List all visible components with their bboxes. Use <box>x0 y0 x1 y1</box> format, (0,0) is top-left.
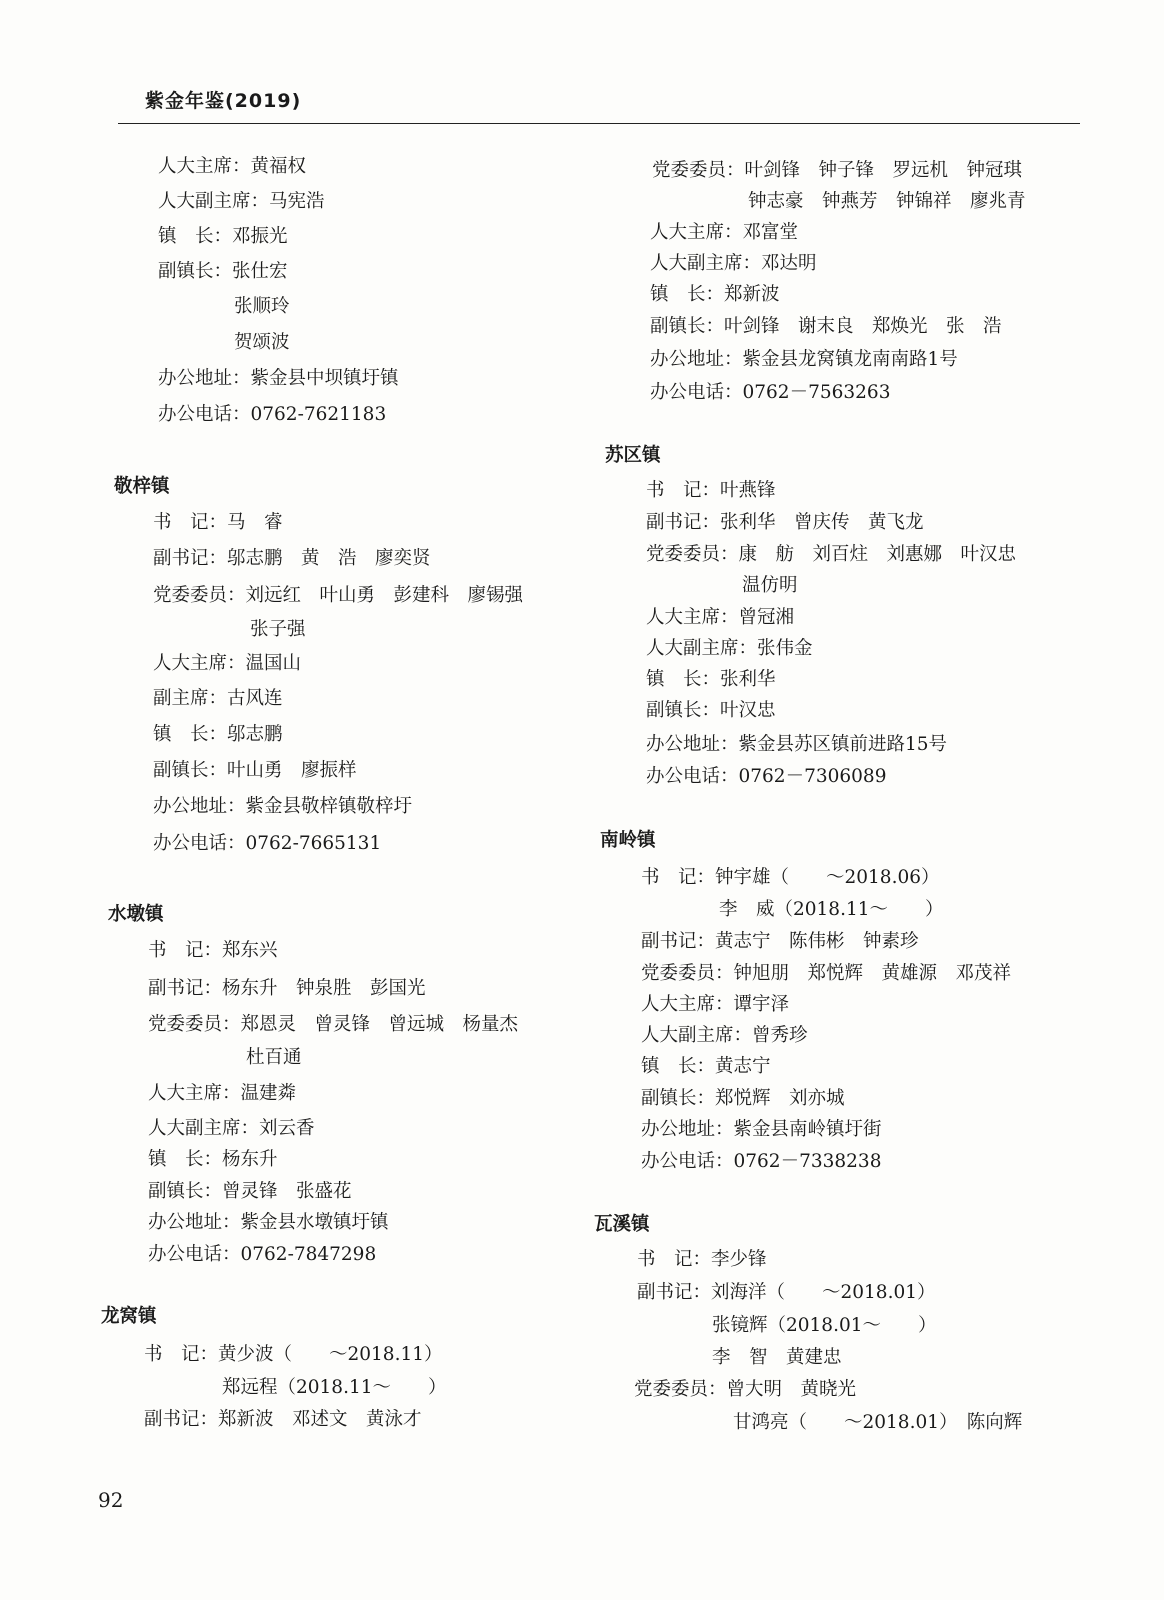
section-heading-jingzi: 敬梓镇 <box>114 476 170 497</box>
section-heading-longwo: 龙窝镇 <box>101 1306 157 1327</box>
text-line: 杜百通 <box>246 1047 302 1068</box>
text-line: 书 记：叶燕锋 <box>646 480 776 501</box>
text-line: 书 记：黄少波（ ～2018.11） <box>144 1344 443 1365</box>
text-line: 办公地址：紫金县龙窝镇龙南南路1号 <box>650 349 958 370</box>
text-line: 甘鸿亮（ ～2018.01） 陈向辉 <box>733 1412 1023 1433</box>
text-line: 副镇长：叶剑锋 谢末良 郑焕光 张 浩 <box>650 316 1002 337</box>
text-line: 副镇长：张仕宏 <box>158 261 288 282</box>
text-line: 副书记：郑新波 邓述文 黄泳才 <box>144 1409 422 1430</box>
text-line: 副书记：杨东升 钟泉胜 彭国光 <box>148 978 426 999</box>
text-line: 张子强 <box>250 619 306 640</box>
text-line: 人大主席：曾冠湘 <box>646 607 795 628</box>
text-line: 书 记：钟宇雄（ ～2018.06） <box>641 867 940 888</box>
text-line: 镇 长：邓振光 <box>158 226 288 247</box>
text-line: 办公地址：紫金县敬梓镇敬梓圩 <box>153 796 413 817</box>
text-line: 人大主席：温国山 <box>153 653 302 674</box>
text-line: 李 智 黄建忠 <box>712 1347 842 1368</box>
text-line: 张顺玲 <box>234 296 290 317</box>
section-heading-nanling: 南岭镇 <box>600 830 656 851</box>
text-line: 钟志豪 钟燕芳 钟锦祥 廖兆青 <box>748 191 1026 212</box>
text-line: 镇 长：张利华 <box>646 669 776 690</box>
text-line: 人大副主席：刘云香 <box>148 1118 315 1139</box>
text-line: 副书记：刘海洋（ ～2018.01） <box>637 1282 936 1303</box>
text-line: 办公电话：0762-7665131 <box>153 833 382 854</box>
text-line: 副镇长：郑悦辉 刘亦城 <box>641 1088 845 1109</box>
text-line: 办公地址：紫金县南岭镇圩街 <box>641 1119 882 1140</box>
text-line: 办公地址：紫金县苏区镇前进路15号 <box>646 734 948 755</box>
text-line: 张镜辉（2018.01～ ） <box>712 1315 937 1336</box>
text-line: 党委委员：郑恩灵 曾灵锋 曾远城 杨量杰 <box>148 1014 519 1035</box>
text-line: 党委委员：钟旭朋 郑悦辉 黄雄源 邓茂祥 <box>641 963 1012 984</box>
text-line: 李 威（2018.11～ ） <box>719 899 944 920</box>
section-heading-suqu: 苏区镇 <box>605 445 661 466</box>
text-line: 党委委员：刘远红 叶山勇 彭建科 廖锡强 <box>153 585 524 606</box>
text-line: 人大副主席：邓达明 <box>650 253 817 274</box>
page-number: 92 <box>98 1488 124 1512</box>
text-line: 办公电话：0762－7338238 <box>641 1151 882 1172</box>
text-line: 人大副主席：曾秀珍 <box>641 1025 808 1046</box>
text-line: 副镇长：曾灵锋 张盛花 <box>148 1181 352 1202</box>
text-line: 副书记：邬志鹏 黄 浩 廖奕贤 <box>153 548 431 569</box>
text-line: 副主席：古风连 <box>153 688 283 709</box>
text-line: 办公电话：0762－7306089 <box>646 766 887 787</box>
text-line: 贺颂波 <box>234 332 290 353</box>
text-line: 镇 长：黄志宁 <box>641 1056 771 1077</box>
text-line: 人大副主席：张伟金 <box>646 638 813 659</box>
text-line: 人大主席：温建粦 <box>148 1083 297 1104</box>
text-line: 温仿明 <box>742 575 798 596</box>
text-line: 办公地址：紫金县水墩镇圩镇 <box>148 1212 389 1233</box>
text-line: 党委委员：曾大明 黄晓光 <box>634 1379 857 1400</box>
text-line: 副镇长：叶汉忠 <box>646 700 776 721</box>
text-line: 党委委员：叶剑锋 钟子锋 罗远机 钟冠琪 <box>652 160 1023 181</box>
text-line: 书 记：郑东兴 <box>148 940 278 961</box>
text-line: 副镇长：叶山勇 廖振样 <box>153 760 357 781</box>
text-line: 郑远程（2018.11～ ） <box>222 1377 447 1398</box>
text-line: 镇 长：邬志鹏 <box>153 724 283 745</box>
text-line: 人大主席：谭宇泽 <box>641 994 790 1015</box>
running-header: 紫金年鉴(2019) <box>145 90 302 112</box>
text-line: 副书记：黄志宁 陈伟彬 钟素珍 <box>641 931 919 952</box>
text-line: 镇 长：郑新波 <box>650 284 780 305</box>
text-line: 办公地址：紫金县中坝镇圩镇 <box>158 368 399 389</box>
text-line: 副书记：张利华 曾庆传 黄飞龙 <box>646 512 924 533</box>
header-rule <box>118 123 1080 124</box>
text-line: 人大主席：黄福权 <box>158 156 307 177</box>
text-line: 书 记：李少锋 <box>637 1249 767 1270</box>
section-heading-shuidun: 水墩镇 <box>108 904 164 925</box>
text-line: 办公电话：0762－7563263 <box>650 382 891 403</box>
section-heading-waxi: 瓦溪镇 <box>594 1214 650 1235</box>
text-line: 书 记：马 睿 <box>153 512 283 533</box>
text-line: 人大主席：邓富堂 <box>650 222 799 243</box>
text-line: 镇 长：杨东升 <box>148 1149 278 1170</box>
text-line: 办公电话：0762-7847298 <box>148 1244 377 1265</box>
text-line: 办公电话：0762-7621183 <box>158 404 387 425</box>
text-line: 党委委员：康 舫 刘百炷 刘惠娜 叶汉忠 <box>646 544 1017 565</box>
text-line: 人大副主席：马宪浩 <box>158 191 325 212</box>
